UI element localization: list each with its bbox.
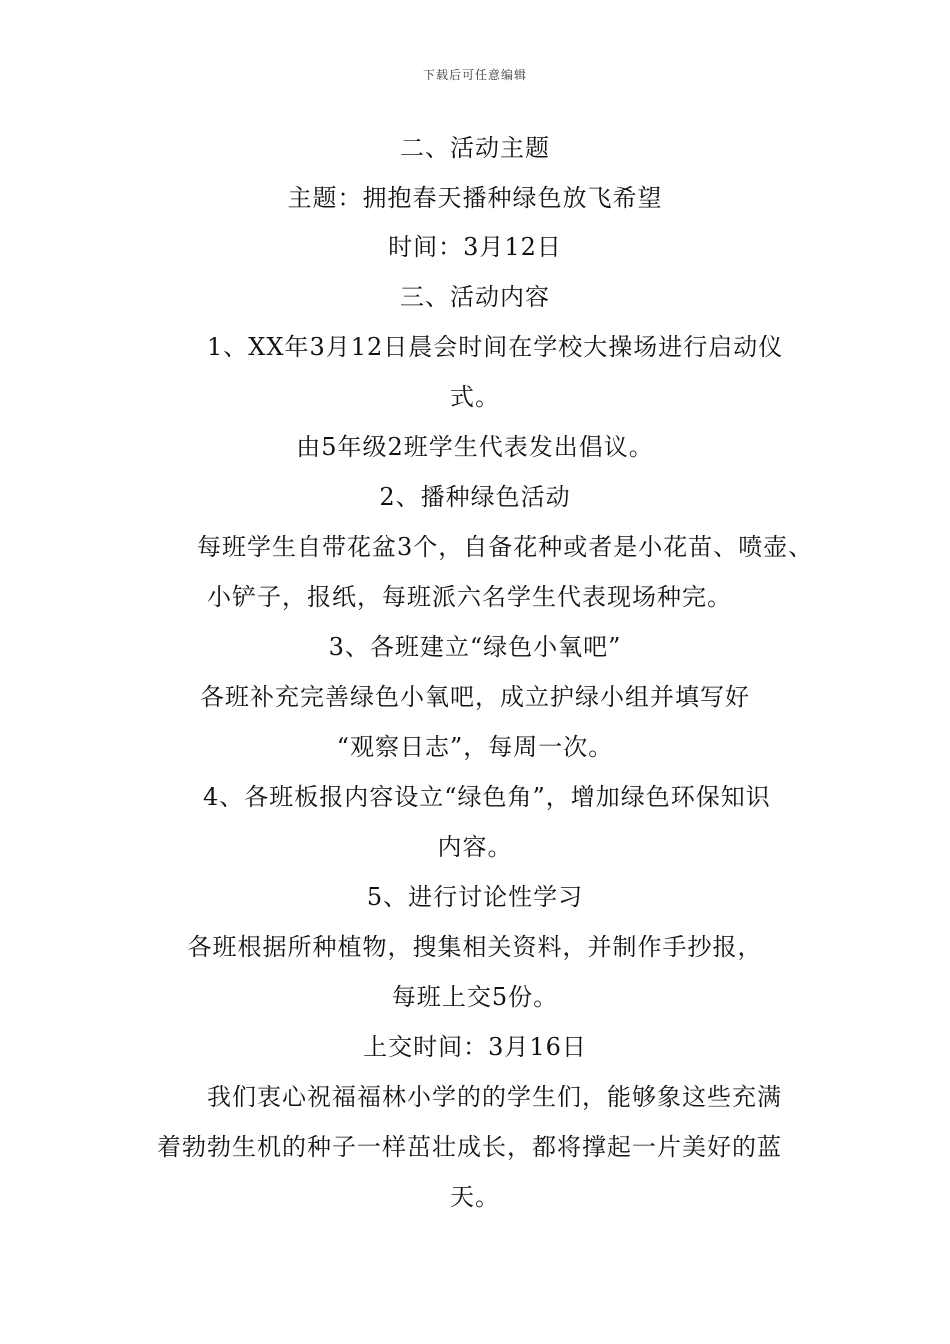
item-4-line-2: 内容。 bbox=[437, 833, 513, 861]
item-5-heading: 5、进行讨论性学习 bbox=[366, 883, 584, 911]
section-heading-theme: 二、活动主题 bbox=[400, 134, 550, 162]
item-2-line-2: 小铲子，报纸，每班派六名学生代表现场种完。 bbox=[207, 583, 732, 611]
item-5-line-1: 各班根据所种植物，搜集相关资料，并制作手抄报， bbox=[187, 933, 763, 961]
item-1-line-3: 由5年级2班学生代表发出倡议。 bbox=[296, 433, 654, 461]
closing-line-3: 天。 bbox=[450, 1183, 500, 1211]
submit-time-line: 上交时间：3月16日 bbox=[363, 1033, 587, 1061]
theme-line: 主题：拥抱春天播种绿色放飞希望 bbox=[287, 184, 663, 212]
closing-line-2: 着勃勃生机的种子一样茁壮成长，都将撑起一片美好的蓝 bbox=[157, 1133, 782, 1161]
time-line: 时间：3月12日 bbox=[388, 233, 562, 261]
closing-line-1: 我们衷心祝福福林小学的的学生们，能够象这些充满 bbox=[207, 1083, 782, 1111]
item-2-heading: 2、播种绿色活动 bbox=[379, 483, 571, 511]
item-3-heading: 3、各班建立“绿色小氧吧” bbox=[328, 633, 622, 661]
item-1-line-2: 式。 bbox=[450, 383, 500, 411]
item-1-line-1: 1、XX年3月12日晨会时间在学校大操场进行启动仪 bbox=[207, 333, 784, 361]
item-3-line-1: 各班补充完善绿色小氧吧，成立护绿小组并填写好 bbox=[200, 683, 750, 711]
section-heading-content: 三、活动内容 bbox=[400, 283, 550, 311]
page-header-note: 下载后可任意编辑 bbox=[422, 68, 527, 82]
item-4-line-1: 4、各班板报内容设立“绿色角”，增加绿色环保知识 bbox=[203, 783, 771, 811]
item-2-line-1: 每班学生自带花盆3个，自备花种或者是小花苗、喷壶、 bbox=[197, 533, 814, 561]
item-3-line-2: “观察日志”，每周一次。 bbox=[336, 733, 614, 761]
item-5-line-2: 每班上交5份。 bbox=[391, 983, 559, 1011]
